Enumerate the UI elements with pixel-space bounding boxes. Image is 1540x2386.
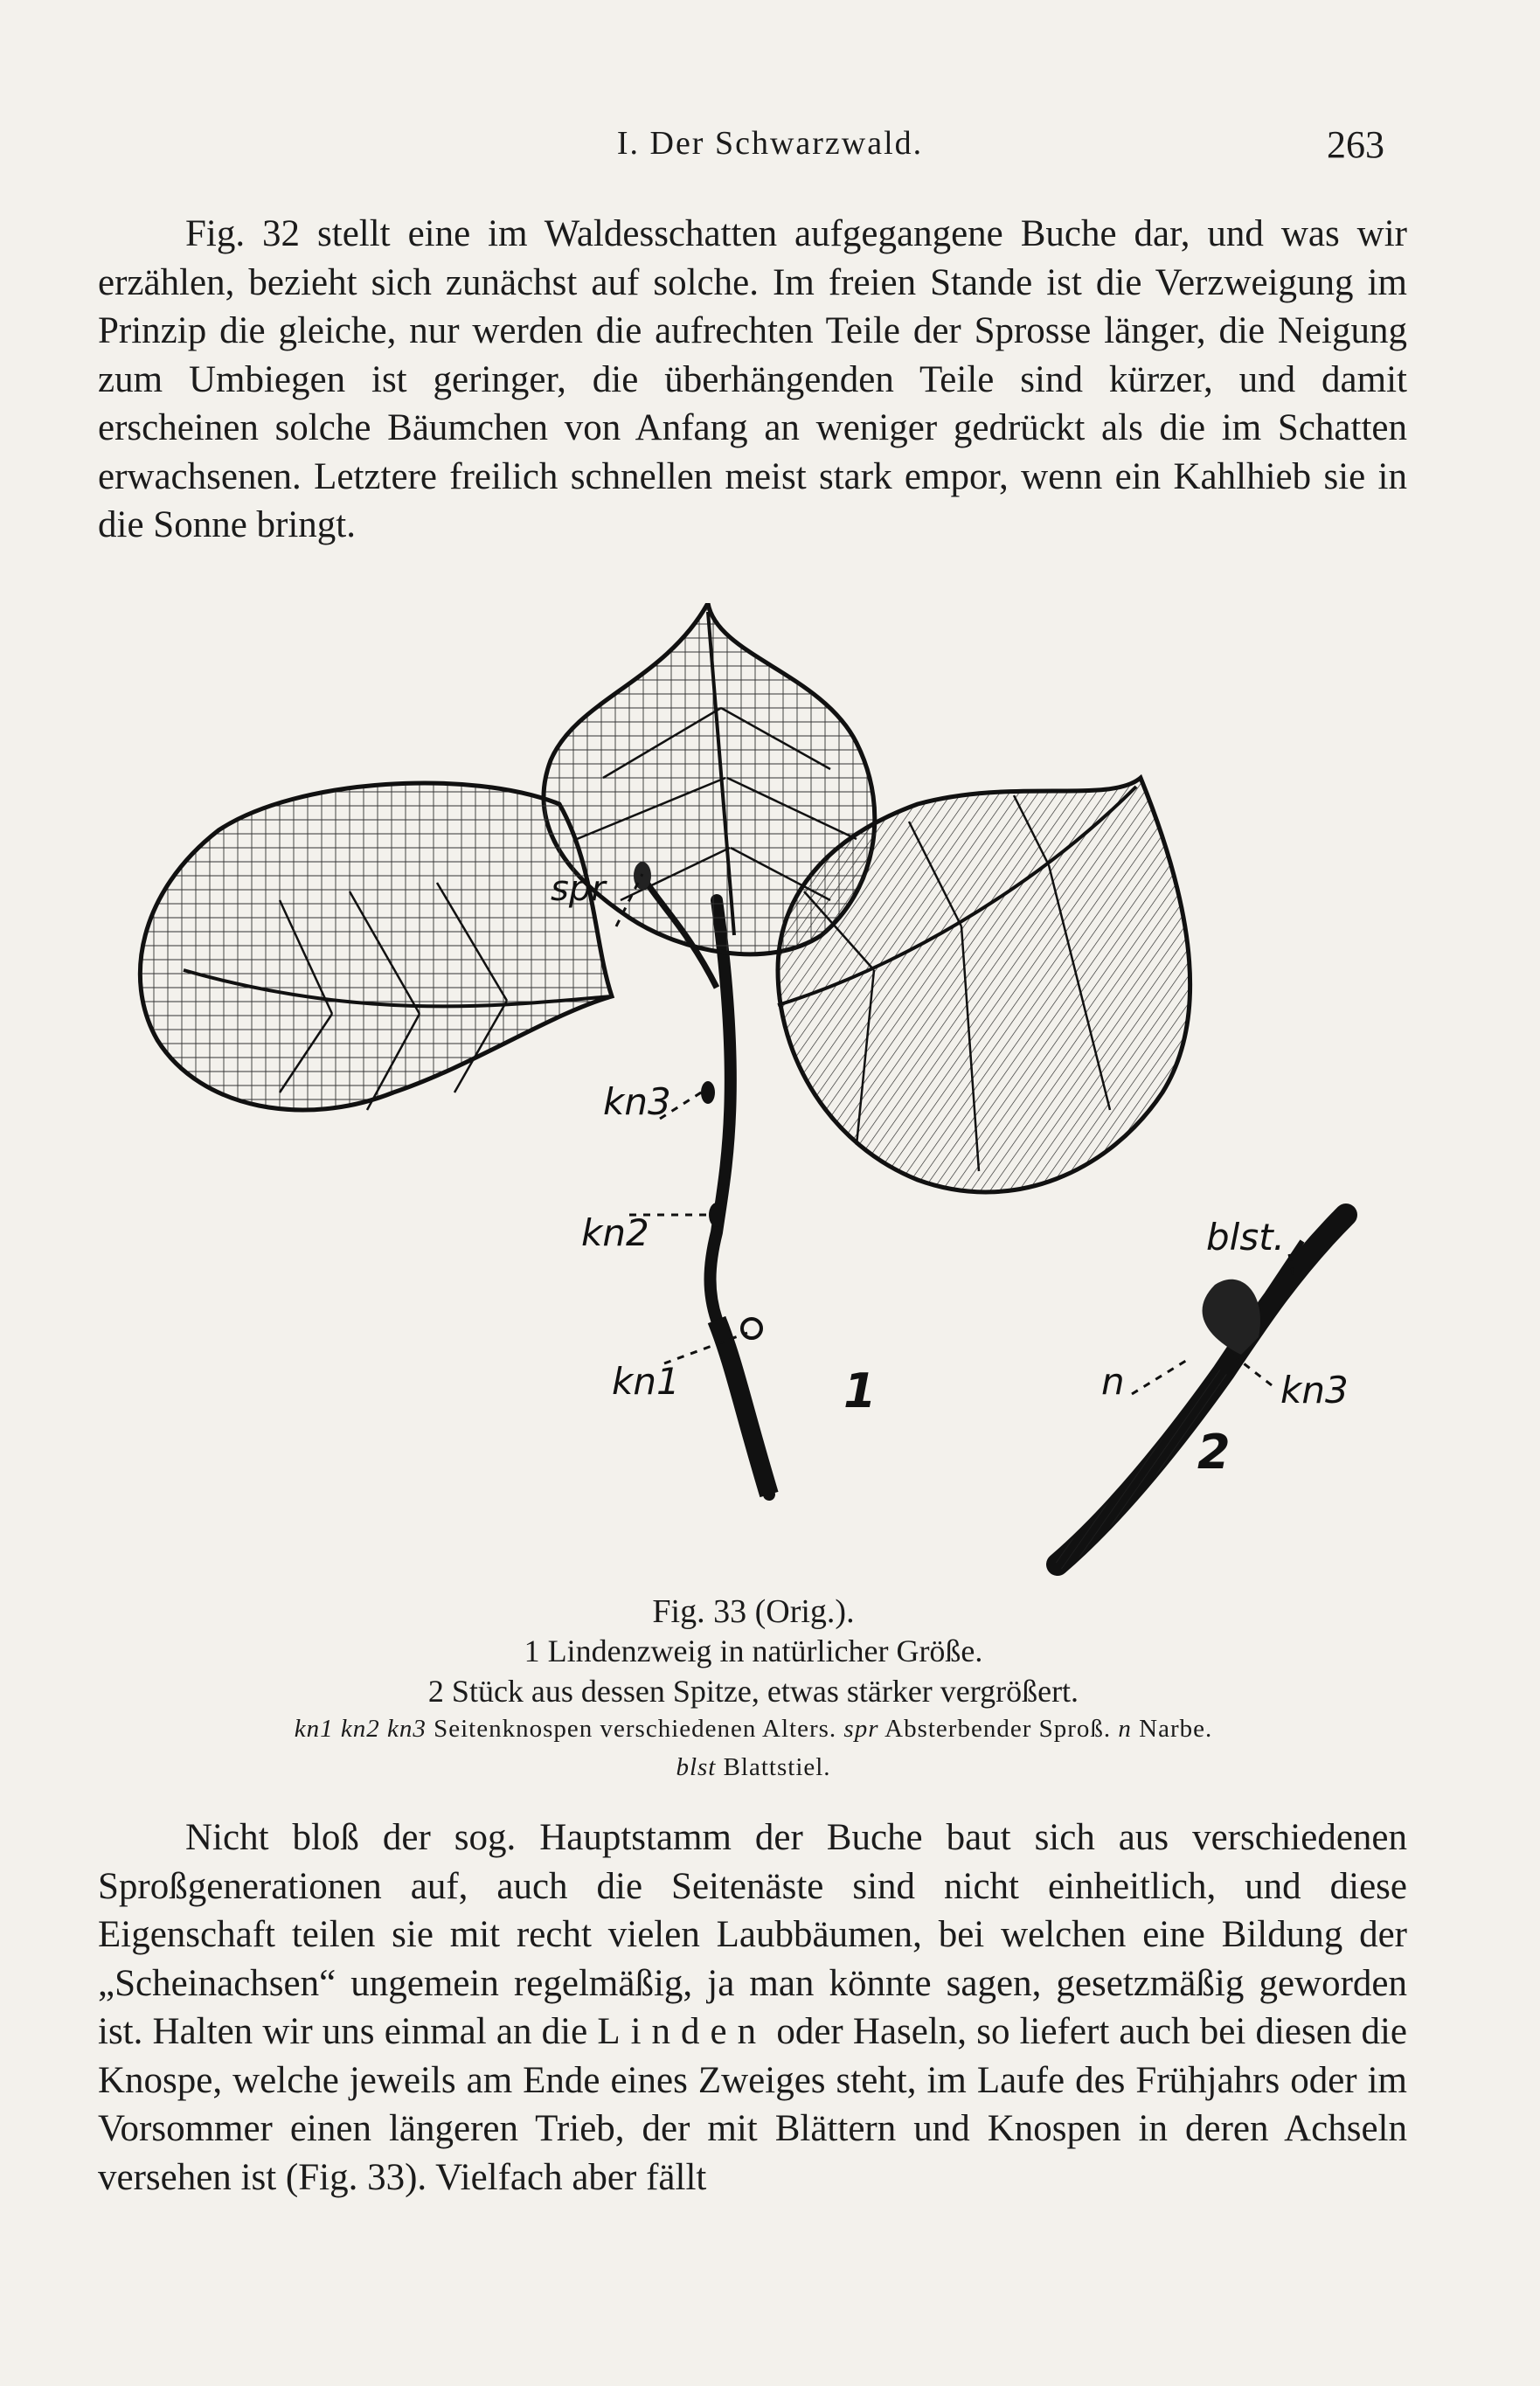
label-kn1: kn1: [612, 1360, 680, 1403]
main-stem: [711, 900, 770, 1495]
label-spr: spr: [551, 869, 606, 909]
figure-caption-line-2: 2 Stück aus dessen Spitze, etwas stärker vergrößert.: [427, 1674, 1079, 1709]
paragraph-2-text: [98, 1814, 1407, 2202]
legend-abbr-spr: spr: [843, 1715, 879, 1743]
legend-abbr-kn: kn1 kn2 kn3: [294, 1715, 427, 1743]
label-fig-2: 2: [1197, 1425, 1231, 1480]
label-kn3: kn3: [603, 1080, 671, 1123]
paragraph-1: [98, 210, 1407, 550]
legend-abbr-n: n: [1118, 1715, 1132, 1743]
legend-text-kn: Seitenknospen verschiedenen Alters.: [434, 1715, 837, 1743]
figure-caption-legend: [98, 1715, 1409, 1744]
spaced-word-linden: Linden: [597, 2011, 767, 2052]
label-kn3-detail: kn3: [1280, 1369, 1349, 1411]
figure-caption-legend-2: [98, 1753, 1409, 1782]
label-kn2: kn2: [581, 1211, 649, 1254]
figure-linden-twig: [105, 603, 1416, 1591]
figure-caption-title: Fig. 33 (Orig.).: [652, 1593, 855, 1630]
paragraph-1-text: Fig. 32 stellt eine im Waldesschatten aufgegangene Buche dar, und was wir erzählen, bezieht sich zunächst auf solche. Im freien Stande ist die Verzweigung im Prinzip die gleiche, nur werden die aufrechten Teile der Sprosse länger, die Neigung zum Umbiegen ist geringer, die überhängenden Teile sind kürzer, und damit erscheinen solche Bäumchen von Anfang an weniger gedrückt als die im Schatten erwachsenen. Letztere freilich schnellen meist stark empor, wenn ein Kahlhieb sie in die Sonne bringt.: [98, 213, 1407, 545]
legend-text-n: Narbe.: [1139, 1715, 1213, 1743]
legend-text-blst: Blattstiel.: [723, 1753, 831, 1781]
page-number: 263: [1327, 123, 1384, 166]
running-head: I. Der Schwarzwald.: [616, 125, 924, 162]
paragraph-2-part-1: Nicht bloß der sog. Hauptstamm der Buche baut sich aus verschiedenen Sproßgenerationen auf, auch die Seitenäste sind nicht einheitlich, und diese Eigenschaft teilen sie mit recht vielen Laubbäumen, bei welchen eine Bildung der „Scheinachsen“ ungemein regelmäßig, ja man könnte sagen, gesetzmäßig geworden ist. Halten wir uns einmal an die: [98, 1817, 1407, 2052]
paragraph-2-part-2: oder Haseln, so liefert auch bei diesen die Knospe, welche jeweils am Ende eines Zweiges steht, im Laufe des Frühjahrs oder im Vorsommer einen längeren Trieb, der mit Blättern und Knospen in deren Achseln versehen ist (Fig. 33). Vielfach aber fällt: [98, 2011, 1408, 2198]
legend-abbr-blst: blst: [676, 1753, 717, 1781]
figure-caption-line-1: 1 Lindenzweig in natürlicher Größe.: [524, 1633, 983, 1668]
leaf-left: [140, 783, 612, 1110]
label-fig-1: 1: [843, 1363, 877, 1418]
label-n: n: [1101, 1360, 1125, 1403]
legend-text-spr: Absterbender Sproß.: [884, 1715, 1112, 1743]
paragraph-2: [98, 1814, 1407, 2202]
label-blst: blst.: [1206, 1216, 1286, 1259]
linden-twig-illustration: [105, 603, 1416, 1591]
